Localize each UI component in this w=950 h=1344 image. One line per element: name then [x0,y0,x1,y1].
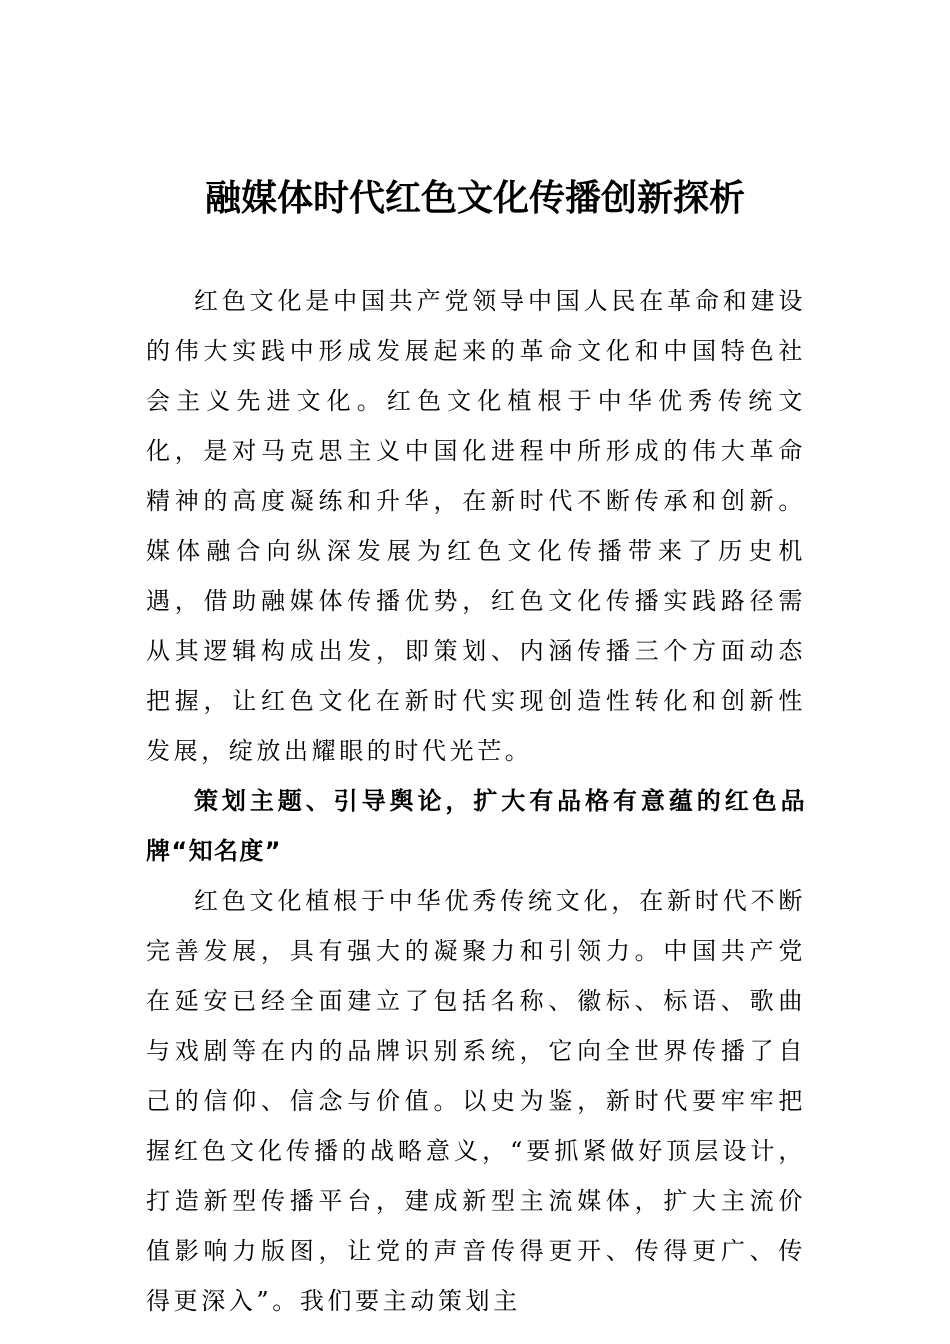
body-paragraph-branding: 红色文化植根于中华优秀传统文化，在新时代不断完善发展，具有强大的凝聚力和引领力。中国共产党在延安已经全面建立了包括名称、徽标、标语、歌曲与戏剧等在内的品牌识别系统，它向全世界传播了自己的信仰、信念与价值。以史为鉴，新时代要牢牢把握红色文化传播的战略意义，“要抓紧做好顶层设计，打造新型传播平台，建成新型主流媒体，扩大主流价值影响力版图，让党的声音传得更开、传得更广、传得更深入”。我们要主动策划主 [146,887,806,1315]
section-heading: 策划主题、引导舆论，扩大有品格有意蕴的红色品牌“知名度” [146,787,806,865]
body-paragraph-intro: 红色文化是中国共产党领导中国人民在革命和建设的伟大实践中形成发展起来的革命文化和中国特色社会主义先进文化。红色文化植根于中华优秀传统文化，是对马克思主义中国化进程中所形成的伟大革命精神的高度凝练和升华，在新时代不断传承和创新。媒体融合向纵深发展为红色文化传播带来了历史机遇，借助融媒体传播优势，红色文化传播实践路径需从其逻辑构成出发，即策划、内涵传播三个方面动态把握，让红色文化在新时代实现创造性转化和创新性发展，绽放出耀眼的时代光芒。 [146,287,806,765]
document-title: 融媒体时代红色文化传播创新探析 [204,177,745,219]
document-body [146,276,806,1326]
